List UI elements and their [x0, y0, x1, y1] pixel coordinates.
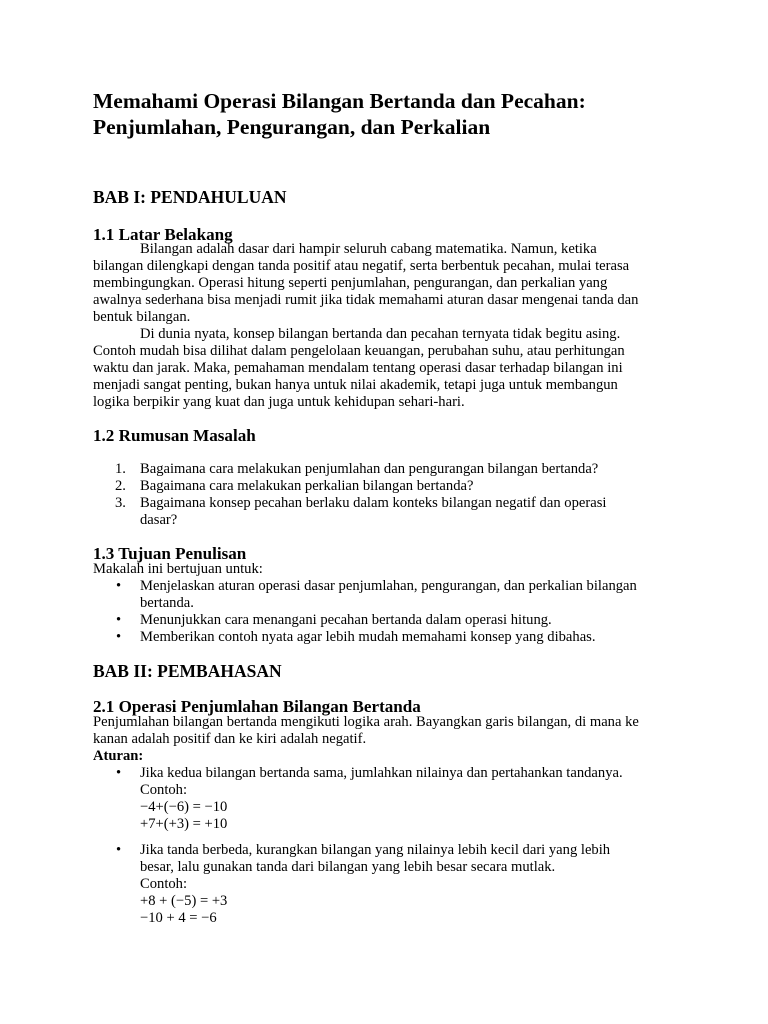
contoh-label: Contoh:	[140, 876, 188, 892]
example-equation: +7+(+3) = +10	[140, 816, 228, 832]
list-item-text: Bagaimana konsep pecahan berlaku dalam konteks bilangan negatif dan operasi	[140, 495, 607, 511]
paragraph-line: Contoh mudah bisa dilihat dalam pengelolaan keuangan, perubahan suhu, atau perhitungan	[93, 343, 625, 359]
paragraph-line: Penjumlahan bilangan bertanda mengikuti logika arah. Bayangkan garis bilangan, di mana ke	[93, 714, 639, 730]
rule-text: besar, lalu gunakan tanda dari bilangan yang lebih besar secara mutlak.	[140, 859, 556, 875]
paragraph-line: waktu dan jarak. Maka, pemahaman mendalam tentang operasi dasar terhadap bilangan ini	[93, 360, 623, 376]
list-item	[93, 478, 683, 495]
title-line-2: Penjumlahan, Pengurangan, dan Perkalian	[93, 115, 491, 139]
section-1-3-heading: 1.3 Tujuan Penulisan	[93, 544, 247, 563]
bullet-icon: •	[116, 612, 122, 628]
paragraph-line: awalnya sederhana bisa menjadi rumit jika tidak memahami aturan dasar mengenai tanda dan	[93, 292, 639, 308]
list-item-text: Menjelaskan aturan operasi dasar penjumlahan, pengurangan, dan perkalian bilangan	[140, 578, 637, 594]
latar-belakang-paragraph-1	[93, 241, 683, 326]
rule-item	[93, 842, 683, 927]
list-item-text: Menunjukkan cara menangani pecahan bertanda dalam operasi hitung.	[140, 612, 552, 628]
list-item	[93, 495, 683, 529]
bab1-heading: BAB I: PENDAHULUAN	[93, 187, 287, 207]
example-equation: −10 + 4 = −6	[140, 910, 217, 926]
aturan-label: Aturan:	[93, 748, 144, 764]
list-number: 1.	[115, 461, 126, 477]
bullet-icon: •	[116, 578, 122, 594]
paragraph-line: membingungkan. Operasi hitung seperti penjumlahan, pengurangan, dan perkalian yang	[93, 275, 608, 291]
list-item-text: bertanda.	[140, 595, 194, 611]
latar-belakang-paragraph-2	[93, 326, 683, 411]
section-1-1-heading: 1.1 Latar Belakang	[93, 225, 233, 244]
tujuan-penulisan	[93, 561, 683, 646]
list-item-text: Memberikan contoh nyata agar lebih mudah memahami konsep yang dibahas.	[140, 629, 596, 645]
bullet-icon: •	[116, 765, 122, 781]
section-1-2-heading: 1.2 Rumusan Masalah	[93, 426, 256, 445]
list-item-text: dasar?	[140, 512, 178, 528]
rule-text: Jika kedua bilangan bertanda sama, jumlahkan nilainya dan pertahankan tandanya.	[140, 765, 623, 781]
contoh-label: Contoh:	[140, 782, 188, 798]
list-item	[93, 578, 683, 612]
paragraph-line: logika berpikir yang kuat dan juga untuk kehidupan sehari-hari.	[93, 394, 465, 410]
paragraph-line: kanan adalah positif dan ke kiri adalah negatif.	[93, 731, 367, 747]
document-title	[93, 88, 693, 140]
list-item-text: Bagaimana cara melakukan penjumlahan dan pengurangan bilangan bertanda?	[140, 461, 599, 477]
penjumlahan-section	[93, 714, 683, 927]
paragraph-line: menjadi sangat penting, bukan hanya untuk nilai akademik, tetapi juga untuk membangun	[93, 377, 618, 393]
list-item	[93, 612, 683, 629]
list-number: 2.	[115, 478, 126, 494]
section-2-1-heading: 2.1 Operasi Penjumlahan Bilangan Bertanda	[93, 697, 421, 716]
rule-text: Jika tanda berbeda, kurangkan bilangan yang nilainya lebih kecil dari yang lebih	[140, 842, 611, 858]
list-number: 3.	[115, 495, 126, 511]
tujuan-intro: Makalah ini bertujuan untuk:	[93, 561, 263, 577]
bullet-icon: •	[116, 629, 122, 645]
paragraph-line: bilangan dilengkapi dengan tanda positif atau negatif, serta berbentuk pecahan, mulai terasa	[93, 258, 630, 274]
bab2-heading: BAB II: PEMBAHASAN	[93, 661, 282, 681]
example-equation: −4+(−6) = −10	[140, 799, 228, 815]
list-item	[93, 629, 683, 646]
bullet-icon: •	[116, 842, 122, 858]
list-item	[93, 461, 683, 478]
rumusan-masalah-list	[93, 461, 683, 529]
rule-item	[93, 765, 683, 833]
paragraph-line: Bilangan adalah dasar dari hampir seluruh cabang matematika. Namun, ketika	[140, 241, 597, 257]
paragraph-line: Di dunia nyata, konsep bilangan bertanda dan pecahan ternyata tidak begitu asing.	[140, 326, 621, 342]
list-item-text: Bagaimana cara melakukan perkalian bilangan bertanda?	[140, 478, 474, 494]
title-line-1: Memahami Operasi Bilangan Bertanda dan Pecahan:	[93, 89, 586, 113]
paragraph-line: bentuk bilangan.	[93, 309, 191, 325]
example-equation: +8 + (−5) = +3	[140, 893, 228, 909]
